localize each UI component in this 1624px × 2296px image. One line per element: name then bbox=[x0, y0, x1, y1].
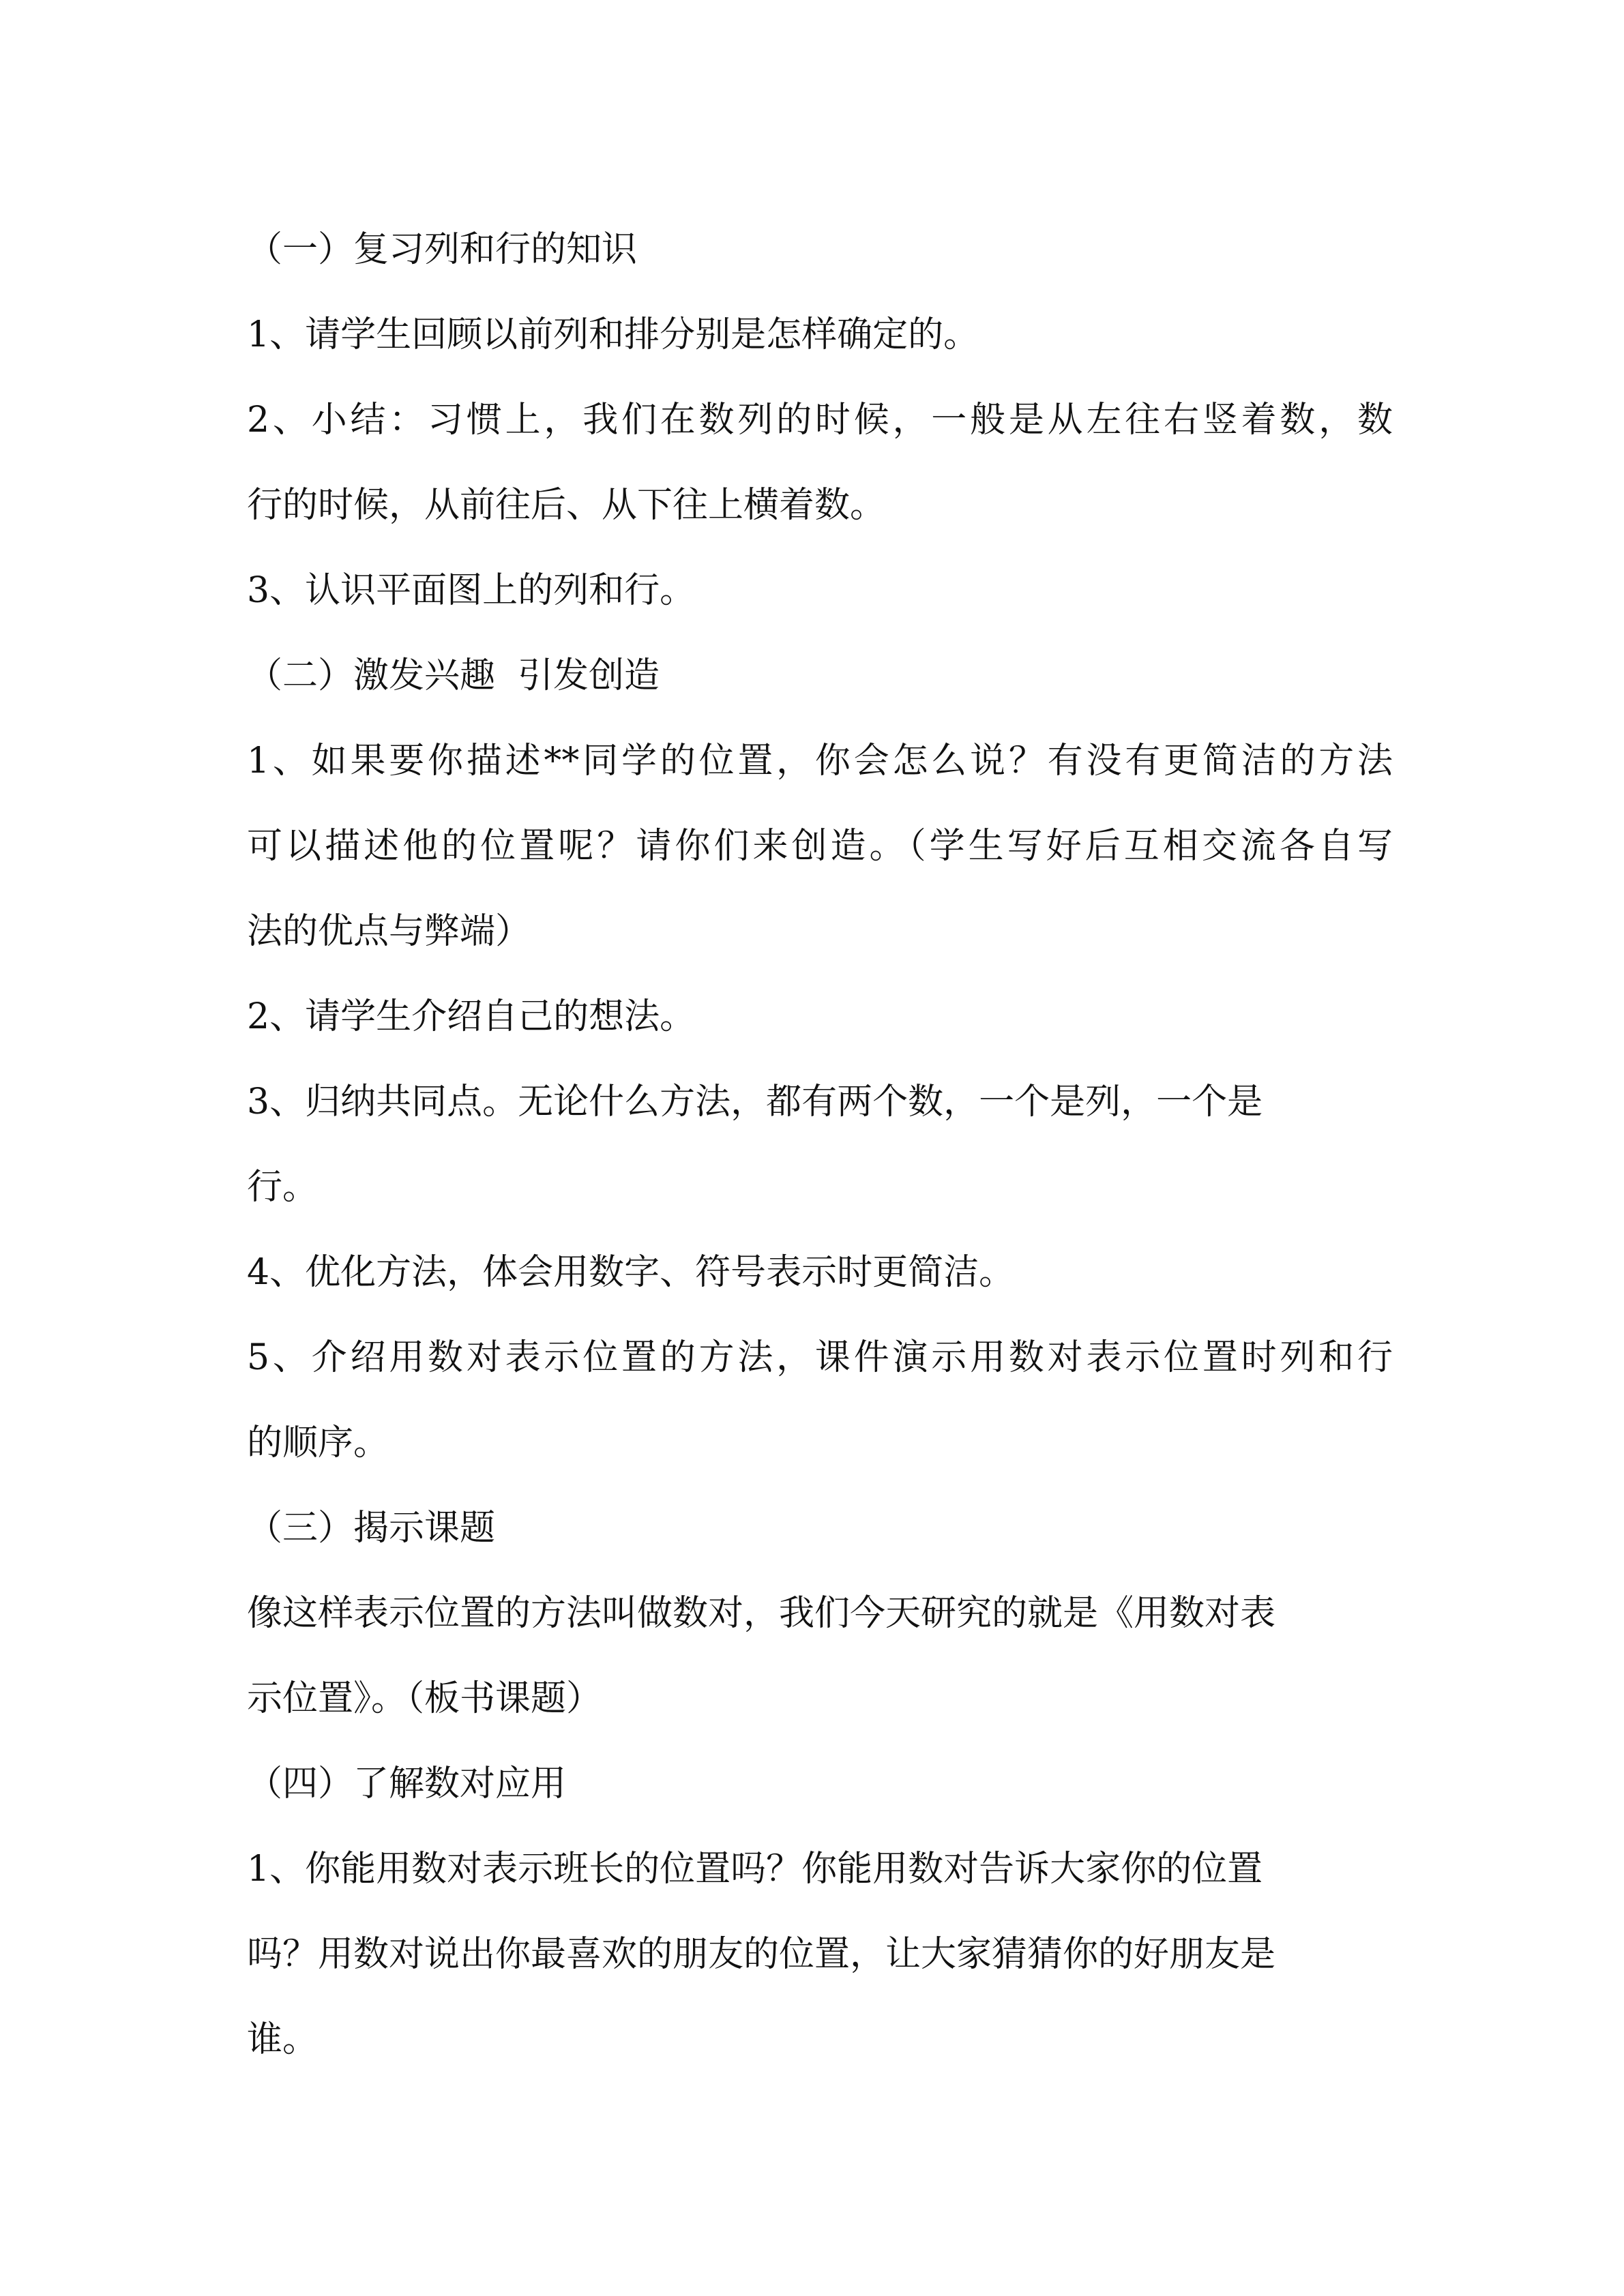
paragraph-line: 4、优化方法，体会用数字、符号表示时更简洁。 bbox=[247, 1252, 1015, 1293]
paragraph-line: 5、介绍用数对表示位置的方法，课件演示用数对表示位置时列和行 bbox=[247, 1337, 1393, 1378]
paragraph-line: 可以描述他的位置呢？请你们来创造。（学生写好后互相交流各自写 bbox=[247, 826, 1393, 867]
paragraph-line: 谁。 bbox=[247, 2019, 319, 2060]
section-heading-application: （四）了解数对应用 bbox=[247, 1763, 567, 1804]
paragraph-line: 行的时候，从前往后、从下往上横着数。 bbox=[247, 485, 886, 526]
paragraph-line: 1、你能用数对表示班长的位置吗？你能用数对告诉大家你的位置 bbox=[247, 1849, 1263, 1890]
paragraph-line: 3、认识平面图上的列和行。 bbox=[247, 570, 696, 611]
paragraph-line: 吗？用数对说出你最喜欢的朋友的位置，让大家猜猜你的好朋友是 bbox=[247, 1934, 1276, 1975]
section-heading-review: （一）复习列和行的知识 bbox=[247, 229, 638, 270]
paragraph-line: 1、请学生回顾以前列和排分别是怎样确定的。 bbox=[247, 314, 979, 355]
paragraph-line: 1、如果要你描述**同学的位置，你会怎么说？有没有更简洁的方法 bbox=[247, 741, 1393, 781]
paragraph-line: 示位置》。（板书课题） bbox=[247, 1678, 602, 1719]
section-heading-topic: （三）揭示课题 bbox=[247, 1508, 496, 1549]
paragraph-line: 的顺序。 bbox=[247, 1422, 389, 1463]
paragraph-line: 2、请学生介绍自己的想法。 bbox=[247, 996, 696, 1037]
section-heading-interest: （二）激发兴趣 引发创造 bbox=[247, 655, 660, 696]
paragraph-line: 法的优点与弊端） bbox=[247, 911, 531, 952]
document-body bbox=[247, 207, 1393, 2083]
paragraph-line: 3、归纳共同点。无论什么方法，都有两个数，一个是列，一个是 bbox=[247, 1082, 1263, 1122]
paragraph-line: 2、小结：习惯上，我们在数列的时候，一般是从左往右竖着数，数 bbox=[247, 400, 1393, 441]
paragraph-line: 像这样表示位置的方法叫做数对，我们今天研究的就是《用数对表 bbox=[247, 1593, 1276, 1634]
paragraph-line: 行。 bbox=[247, 1167, 319, 1208]
